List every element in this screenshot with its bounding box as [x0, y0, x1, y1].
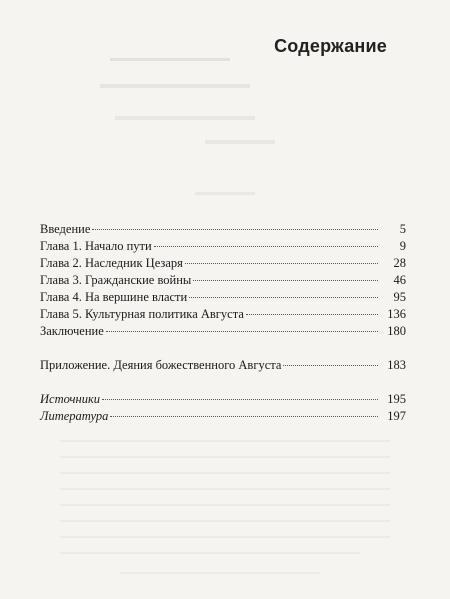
toc-entry-title: Приложение. Деяния божественного Августа [40, 358, 282, 372]
toc-entry[interactable] [40, 408, 406, 424]
dot-leader [92, 229, 378, 230]
toc-entry-page: 197 [387, 409, 406, 423]
toc-entry-page: 28 [393, 256, 406, 270]
toc-entry-title: Введение [40, 222, 91, 236]
dot-leader [154, 246, 378, 247]
toc-entry[interactable] [40, 255, 406, 271]
toc-entry[interactable] [40, 238, 406, 254]
toc-entry-page: 180 [387, 324, 406, 338]
dot-leader [102, 399, 378, 400]
toc-entry-page: 183 [387, 358, 406, 372]
dot-leader [106, 331, 378, 332]
toc-entry[interactable] [40, 221, 406, 237]
dot-leader [189, 297, 378, 298]
toc-entry[interactable] [40, 357, 406, 373]
toc-entry-page: 46 [393, 273, 406, 287]
dot-leader [185, 263, 378, 264]
dot-leader [193, 280, 378, 281]
toc-entry-title: Глава 5. Культурная политика Августа [40, 307, 244, 321]
toc-entry-title: Глава 2. Наследник Цезаря [40, 256, 183, 270]
toc-entry-page: 9 [399, 239, 406, 253]
dot-leader [110, 416, 378, 417]
page-title: Содержание [274, 36, 387, 56]
toc-entry[interactable] [40, 272, 406, 288]
toc-entry[interactable] [40, 391, 406, 407]
toc-entry-title: Глава 3. Гражданские войны [40, 273, 192, 287]
toc-entry-title: Литература [40, 409, 109, 423]
toc-entry-title: Источники [40, 392, 101, 406]
toc-entry-page: 5 [399, 222, 406, 236]
toc-entry[interactable] [40, 323, 406, 339]
dot-leader [283, 365, 378, 366]
toc-entry-title: Глава 4. На вершине власти [40, 290, 188, 304]
dot-leader [246, 314, 378, 315]
toc-entry-page: 136 [387, 307, 406, 321]
toc-entry-page: 95 [393, 290, 406, 304]
toc-entry[interactable] [40, 289, 406, 305]
toc-entry-title: Заключение [40, 324, 104, 338]
toc-entry-title: Глава 1. Начало пути [40, 239, 152, 253]
toc-entry[interactable] [40, 306, 406, 322]
toc-entry-page: 195 [387, 392, 406, 406]
